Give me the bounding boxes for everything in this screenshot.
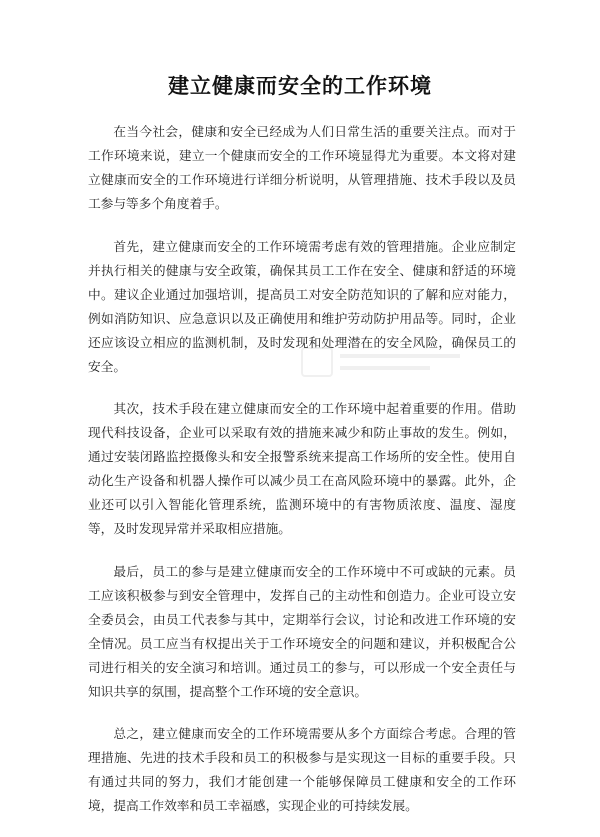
paragraph-intro: 在当今社会，健康和安全已经成为人们日常生活的重要关注点。而对于工作环境来说，建立一个健康而安全的工作环境显得尤为重要。本文将对建立健康而安全的工作环境进行详细分析说明，从管理措施、技术手段以及员工参与等多个角度着手。: [88, 124, 516, 211]
paragraph-management: 首先，建立健康而安全的工作环境需考虑有效的管理措施。企业应制定并执行相关的健康与安全政策，确保其员工工作在安全、健康和舒适的环境中。建议企业通过加强培训，提高员工对安全防范知识的了解和应对能力，例如消防知识、应急意识以及正确使用和维护劳动防护用品等。同时，企业还应该设立相应的监测机制，及时发现和处理潜在的安全风险，确保员工的安全。: [88, 238, 516, 374]
page-title: 建立健康而安全的工作环境: [168, 74, 432, 98]
paragraph-conclusion: 总之，建立健康而安全的工作环境需要从多个方面综合考虑。合理的管理措施、先进的技术手段和员工的积极参与是实现这一目标的重要手段。只有通过共同的努力，我们才能创建一个能够保障员工健康和安全的工作环境，提高工作效率和员工幸福感，实现企业的可持续发展。: [88, 726, 516, 813]
document-body: [88, 120, 516, 837]
paragraph-technology: 其次，技术手段在建立健康而安全的工作环境中起着重要的作用。借助现代科技设备，企业可以采取有效的措施来减少和防止事故的发生。例如，通过安装闭路监控摄像头和安全报警系统来提高工作场所的安全性。使用自动化生产设备和机器人操作可以减少员工在高风险环境中的暴露。此外，企业还可以引入智能化管理系统，监测环境中的有害物质浓度、温度、湿度等，及时发现异常并采取相应措施。: [88, 401, 516, 536]
paragraph-participation: 最后，员工的参与是建立健康而安全的工作环境中不可或缺的元素。员工应该积极参与到安全管理中，发挥自己的主动性和创造力。企业可设立安全委员会，由员工代表参与其中，定期举行会议，讨论和改进工作环境的安全情况。员工应当有权提出关于工作环境安全的问题和建议，并积极配合公司进行相关的安全演习和培训。通过员工的参与，可以形成一个安全责任与知识共享的氛围，提高整个工作环境的安全意识。: [88, 563, 516, 699]
